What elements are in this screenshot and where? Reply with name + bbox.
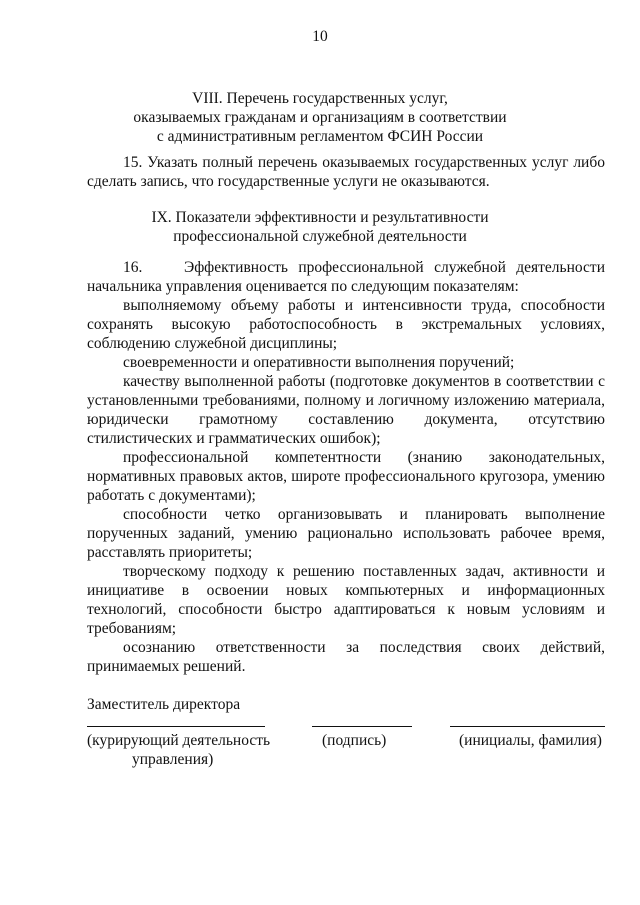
item-15 bbox=[87, 153, 605, 191]
caption-position-line-1: (курирующий деятельность bbox=[87, 732, 271, 749]
section-8-title-line-1: VIII. Перечень государственных услуг, bbox=[192, 90, 448, 107]
indicator-7: осознанию ответственности за последствия своих действий, принимаемых решений. bbox=[87, 639, 605, 675]
indicator-4: профессиональной компетентности (знанию законодательных, нормативных правовых актов, широте профессионального кругозора, умению работать с документами); bbox=[87, 449, 605, 504]
page-number: 10 bbox=[312, 28, 328, 45]
signature-line bbox=[312, 726, 412, 727]
section-9-title-line-1: IX. Показатели эффективности и результативности bbox=[151, 209, 489, 226]
caption-signature: (подпись) bbox=[322, 732, 387, 749]
position-line bbox=[87, 726, 265, 727]
indicator-1: выполняемому объему работы и интенсивности труда, способности сохранять высокую работоспособность в экстремальных условиях, соблюдению служебной дисциплины; bbox=[87, 297, 605, 352]
caption-name: (инициалы, фамилия) bbox=[459, 732, 602, 749]
section-8-title-line-2: оказываемых гражданам и организациям в соответствии bbox=[133, 109, 507, 126]
item-15-text: 15. Указать полный перечень оказываемых государственных услуг либо сделать запись, что государственные услуги не оказываются. bbox=[87, 154, 605, 190]
name-line bbox=[450, 726, 605, 727]
indicator-3: качеству выполненной работы (подготовке документов в соответствии с установленными требованиями, полному и логичному изложению материала, юридически грамотному составлению документа, отсутствию стилистических и грамматических ошибок); bbox=[87, 373, 605, 447]
section-8-title bbox=[60, 89, 580, 146]
section-9-title-line-2: профессиональной служебной деятельности bbox=[173, 228, 467, 245]
indicator-6: творческому подходу к решению поставленных задач, активности и инициативе в освоении новых компьютерных и информационных технологий, способности быстро адаптироваться к новым условиям и требованиям; bbox=[87, 563, 605, 637]
section-9-title bbox=[60, 208, 580, 246]
signature-position: Заместитель директора bbox=[87, 696, 241, 713]
item-16 bbox=[87, 258, 605, 676]
caption-position-line-2: управления) bbox=[132, 751, 214, 768]
section-8-title-line-3: с административным регламентом ФСИН России bbox=[156, 128, 484, 145]
indicator-2: своевременности и оперативности выполнения поручений; bbox=[123, 354, 515, 371]
indicator-5: способности четко организовывать и планировать выполнение порученных заданий, умению рационально использовать рабочее время, расставлять приоритеты; bbox=[87, 506, 605, 561]
item-16-intro: 16. Эффективность профессиональной служебной деятельности начальника управления оценивается по следующим показателям: bbox=[87, 259, 605, 295]
